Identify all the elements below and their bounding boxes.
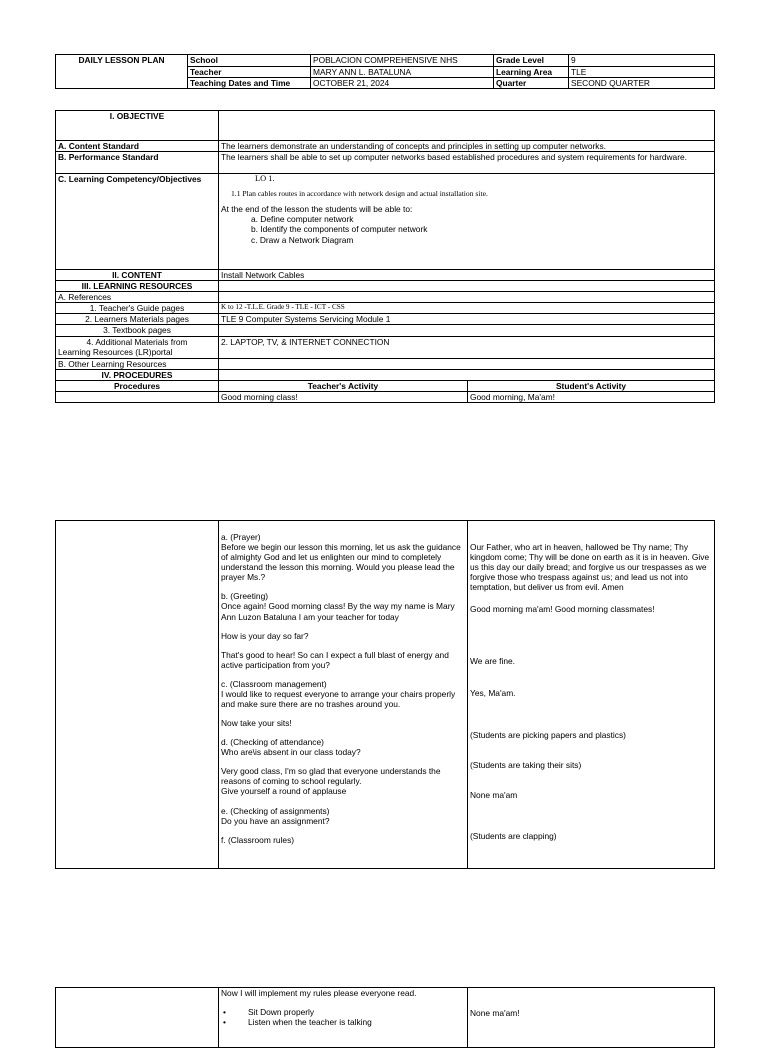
lo-item: 1.1 Plan cables routes in accordance with network design and actual installation site. [231,189,488,199]
teacher-value: MARY ANN L. BATALUNA [311,67,494,78]
student-none: None ma'am [470,789,518,800]
content-standard: The learners demonstrate an understanding of concepts and principles in setting up computer networks. [219,141,715,152]
student-picking: (Students are picking papers and plastics) [470,729,626,740]
objective-b: b. Identify the components of computer network [251,224,428,235]
student-taking: (Students are taking their sits) [470,759,582,770]
performance-standard-label: B. Performance Standard [56,152,219,174]
teacher-col-header: Teacher's Activity [219,380,468,391]
quarter-value: SECOND QUARTER [569,78,715,89]
content-heading: II. CONTENT [56,270,219,281]
procedures-col-header: Procedures [56,380,219,391]
prayer-heading: a. (Prayer) [221,532,261,542]
school-label: School [188,55,311,67]
am-label-line1: 4. Additional Materials from [86,336,188,347]
prayer-text: Before we begin our lesson this morning, let us ask the guidance of almighty God and let us enlighten our mind to completely understand the lesson this morning. Would you please lead the prayer Ms.? [221,542,461,583]
lo-title: LO 1. [255,174,275,184]
rule-item: • Sit Down properly [221,1007,465,1017]
objective-c: c. Draw a Network Diagram [251,234,354,245]
teacher-label: Teacher [188,67,311,78]
grade-label: Grade Level [494,55,569,67]
am-label-line2: Learning Resources (LR)portal [58,346,173,357]
rules-list [221,1007,465,1027]
objective-cell [219,111,715,141]
activities-table [55,520,715,869]
lm-value: TLE 9 Computer Systems Servicing Module 1 [219,314,715,325]
performance-standard: The learners shall be able to set up computer networks based established procedures and system requirements for hardware. [219,152,715,174]
student-greet-2: Good morning ma'am! Good morning classmates! [470,604,655,615]
area-value: TLE [569,67,715,78]
tb-value [219,325,715,336]
applause-text: Give yourself a round of applause [221,786,347,797]
attendance-heading: d. (Checking of attendance) [221,737,324,748]
assignment-heading: e. (Checking of assignments) [221,805,330,816]
procedures-cell [219,369,715,380]
header-table [55,54,715,89]
references-label: A. References [56,292,219,303]
competency-cell [219,174,715,270]
teacher-greet: Good morning class! [219,391,468,402]
lm-label: 2. Learners Materials pages [56,314,219,325]
greeting-text: Once again! Good morning class! By the way my name is Mary Ann Luzon Bataluna I am your teacher for today [221,601,455,622]
rules-table [55,987,715,1048]
student-clapping: (Students are clapping) [470,830,557,841]
references-cell [219,292,715,303]
resources-cell [219,281,715,292]
rules-cell [219,988,468,1048]
teacher-activities [219,521,468,869]
plan-table [55,110,715,403]
student-fine: We are fine. [470,656,515,667]
student-greet: Good morning, Ma'am! [468,391,715,402]
student-prayer: Our Father, who art in heaven, hallowed be Thy name; Thy kingdom come; Thy will be done on earth as it is in heaven. Give us this day our daily bread; and forgive us our trespasses as we forgive those who trespass against us; and lead us not into temptation, but deliver us from evil. Amen [470,542,710,593]
sits-text: Now take your sits! [221,718,292,729]
dates-value: OCTOBER 21, 2024 [311,78,494,89]
rule-item: • Listen when the teacher is talking [221,1017,465,1027]
objective-a: a. Define computer network [251,214,354,225]
rules-heading: f. (Classroom rules) [221,834,295,845]
grade-value: 9 [569,55,715,67]
management-heading: c. (Classroom management) [221,678,327,689]
am-value: 2. LAPTOP, TV, & INTERNET CONNECTION [219,336,715,358]
student-yes: Yes, Ma'am. [470,687,516,698]
resources-heading: III. LEARNING RESOURCES [56,281,219,292]
dates-label: Teaching Dates and Time [188,78,311,89]
quarter-label: Quarter [494,78,569,89]
energy-text: That's good to hear! So can I expect a full blast of energy and active participation from you? [221,649,449,670]
other-resources-value [219,358,715,369]
content-value: Install Network Cables [219,270,715,281]
tb-label: 3. Textbook pages [56,325,219,336]
procedures-empty [56,391,219,402]
competency-label: C. Learning Competency/Objectives [56,174,219,270]
student-col-header: Student's Activity [468,380,715,391]
am-label [56,336,219,358]
objective-heading: I. OBJECTIVE [56,111,219,141]
attendance-text: Who are\is absent in our class today? [221,747,361,758]
procedures-heading: IV. PROCEDURES [56,369,219,380]
objectives-intro: At the end of the lesson the students will be able to: [221,204,413,215]
content-standard-label: A. Content Standard [56,141,219,152]
student-none-2: None ma'am! [470,1008,520,1018]
procedures-empty-3 [56,988,219,1048]
management-text: I would like to request everyone to arrange your chairs properly and make sure there are no trashes around you. [221,688,456,710]
day-question: How is your day so far? [221,630,309,641]
school-value: POBLACION COMPREHENSIVE NHS [311,55,494,67]
assignment-text: Do you have an assignment? [221,815,330,826]
greeting-heading: b. (Greeting) [221,591,269,602]
rules-student-cell [468,988,715,1048]
student-activities [468,521,715,869]
tg-value: K to 12 -T.L.E. Grade 9 - TLE - ICT - CSS [219,303,715,314]
area-label: Learning Area [494,67,569,78]
rules-intro: Now I will implement my rules please everyone read. [221,988,417,998]
procedures-empty-2 [56,521,219,869]
good-text: Very good class, I'm so glad that everyone understands the reasons of coming to school regularly. [221,766,441,787]
tg-label: 1. Teacher's Guide pages [56,303,219,314]
other-resources-label: B. Other Learning Resources [56,358,219,369]
lesson-plan-title: DAILY LESSON PLAN [56,55,188,89]
